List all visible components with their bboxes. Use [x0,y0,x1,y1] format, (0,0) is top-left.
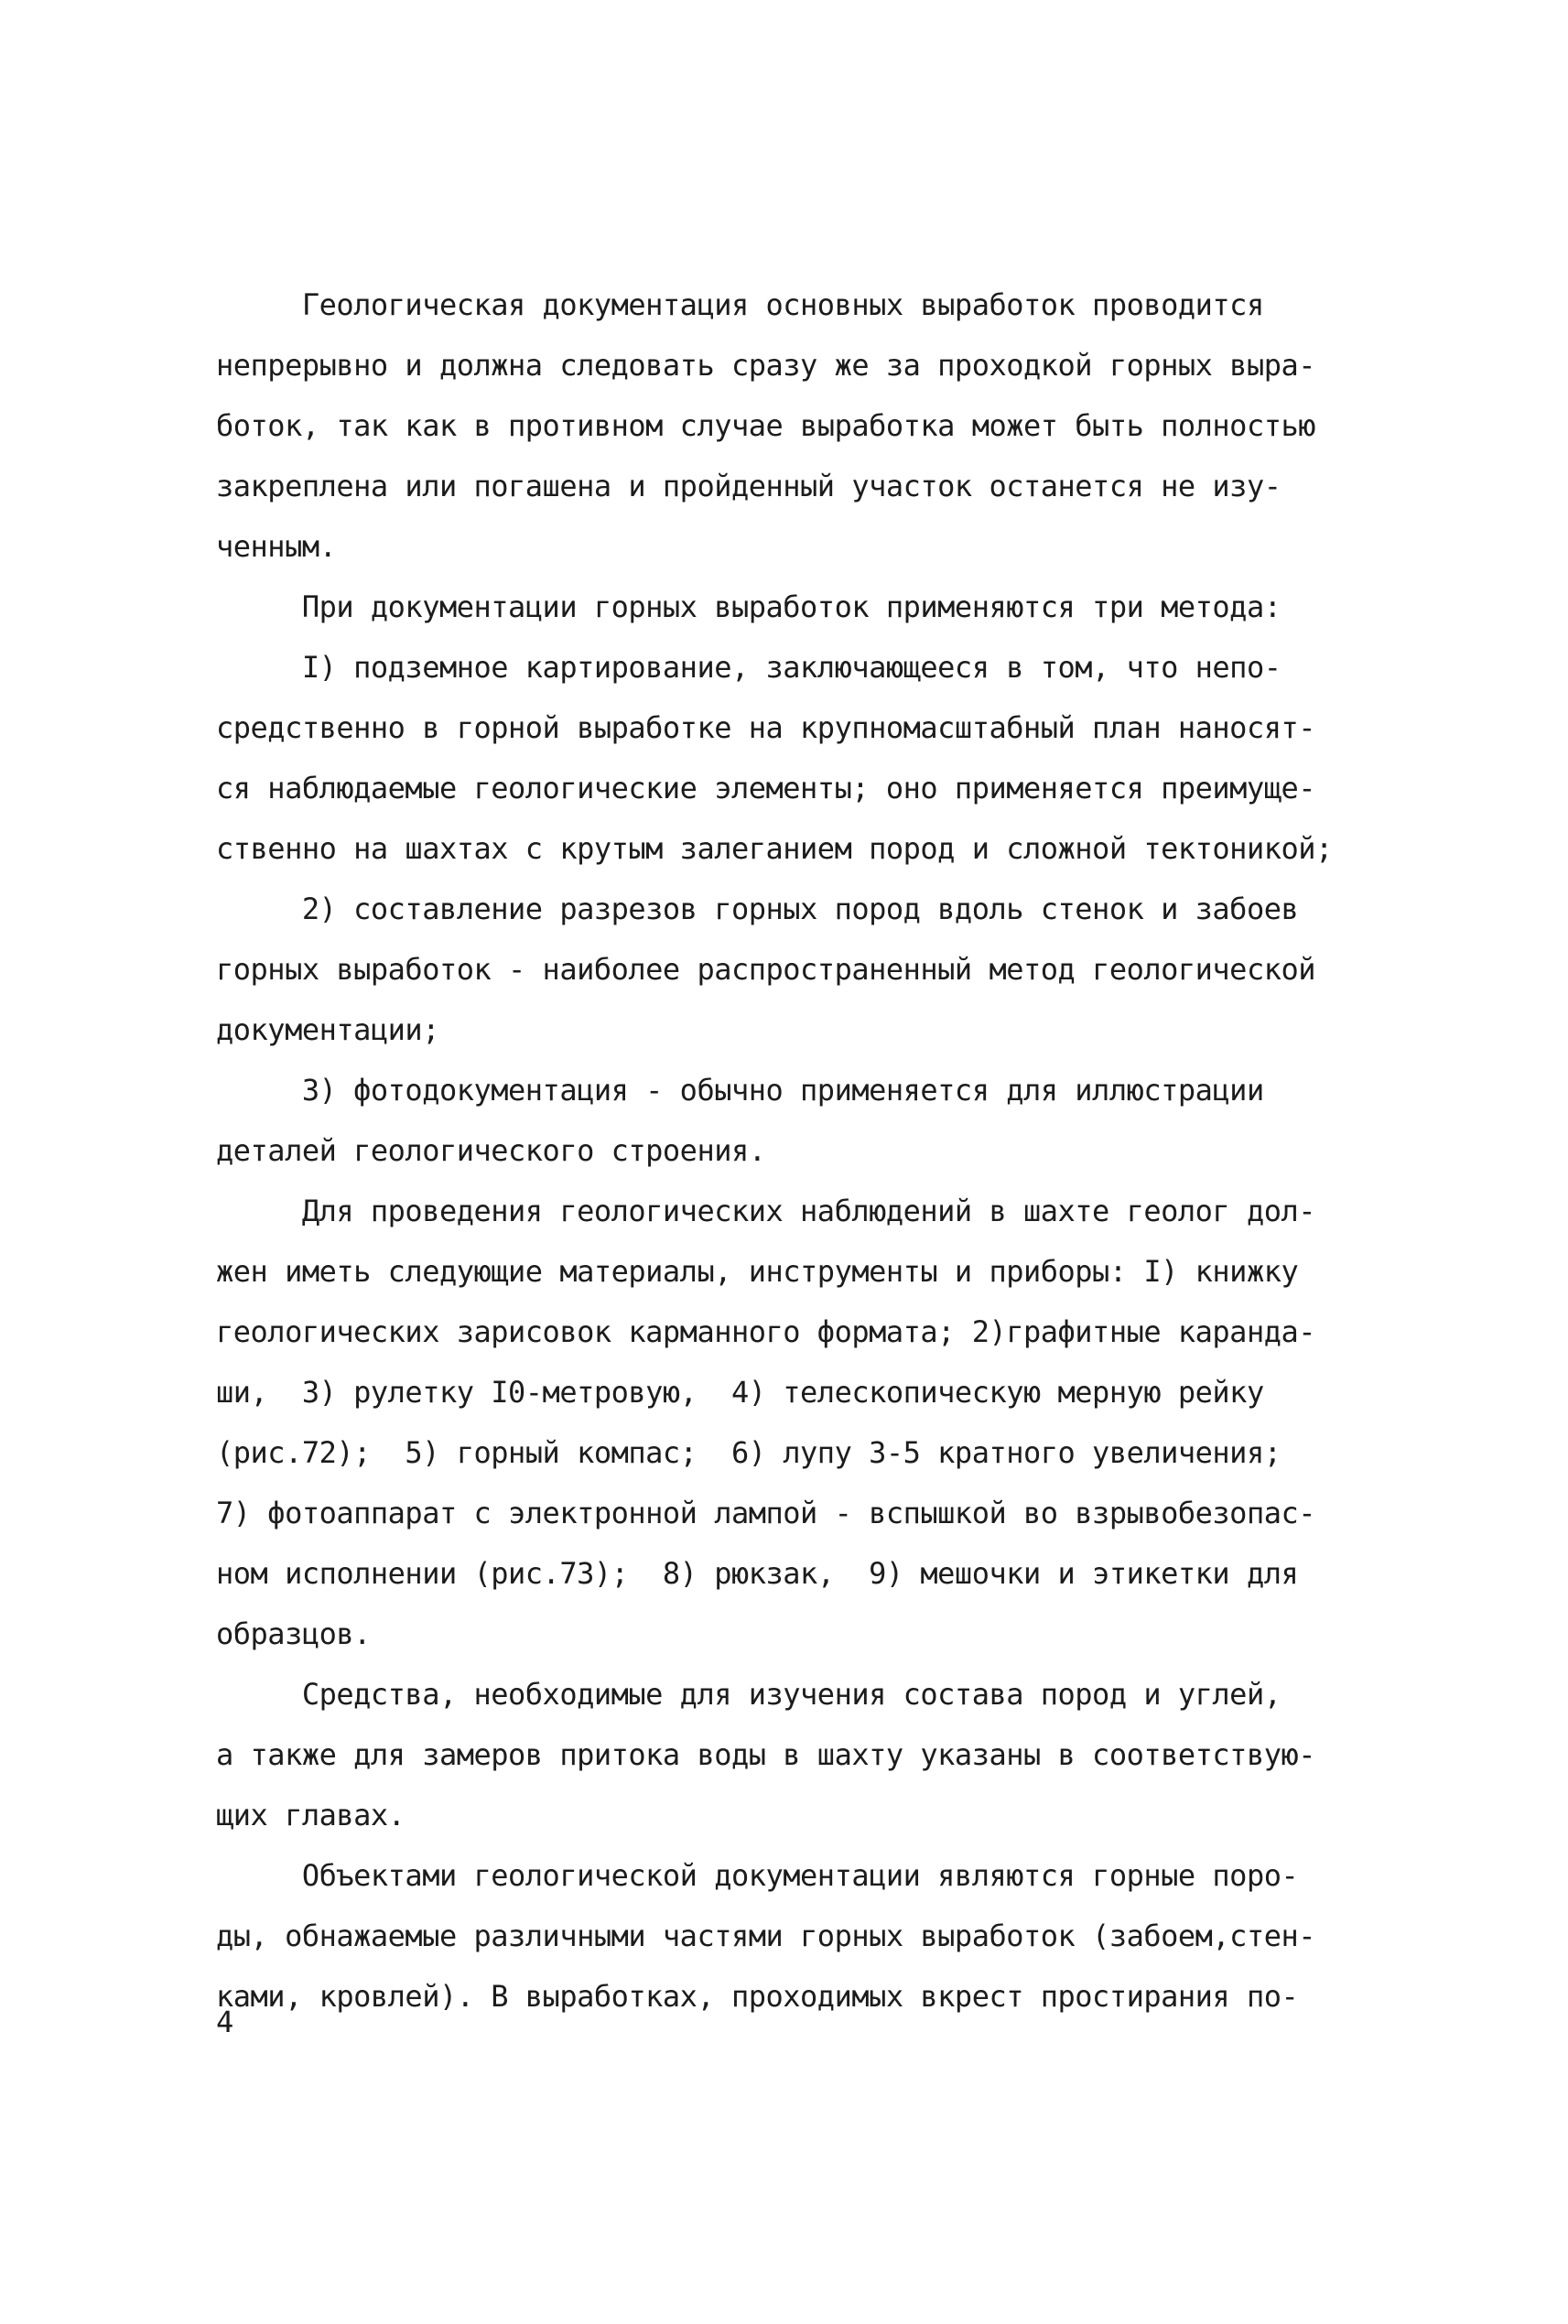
text-line: геологических зарисовок карманного формата; 2)графитные каранда- [216,1314,1315,1349]
paragraph-method-3 [216,1060,1406,1181]
paragraph-methods [216,577,1406,637]
text-line: горных выработок - наиболее распространенный метод геологической [216,952,1315,987]
paragraph-equipment [216,1181,1406,1664]
text-line: щих главах. [216,1798,406,1832]
text-line: 3) фотодокументация - обычно применяется для иллюстрации [216,1073,1264,1108]
text-line: жен иметь следующие материалы, инструменты и приборы: I) книжку [216,1254,1299,1289]
text-line: непрерывно и должна следовать сразу же за проходкой горных выра- [216,348,1315,383]
text-line: Для проведения геологических наблюдений в шахте геолог дол- [216,1194,1315,1228]
text-line: боток, так как в противном случае выработка может быть полностью [216,408,1315,443]
text-line: а также для замеров притока воды в шахту указаны в соответствую- [216,1737,1315,1772]
text-line: закреплена или погашена и пройденный участок останется не изу- [216,469,1281,503]
paragraph-means [216,1664,1406,1845]
paragraph-method-1 [216,637,1406,879]
text-line: Объектами геологической документации являются горные поро- [216,1858,1299,1893]
text-line: ды, обнажаемые различными частями горных выработок (забоем,стен- [216,1919,1315,1953]
text-line: ченным. [216,529,337,564]
text-line: ками, кровлей). В выработках, проходимых вкрест простирания по- [216,1979,1299,2014]
document-body [216,275,1406,2027]
text-line: документации; [216,1012,439,1047]
paragraph-method-2 [216,879,1406,1060]
text-line: При документации горных выработок применяются три метода: [216,589,1281,624]
text-line: деталей геологического строения. [216,1133,766,1168]
text-line: ственно на шахтах с крутым залеганием пород и сложной тектоникой; [216,831,1333,866]
text-line: 7) фотоаппарат с электронной лампой - вспышкой во взрывобезопас- [216,1496,1315,1530]
paragraph-objects [216,1845,1406,2027]
text-line: I) подземное картирование, заключающееся в том, что непо- [216,650,1281,685]
text-line: образцов. [216,1616,371,1651]
text-line: (рис.72); 5) горный компас; 6) лупу 3-5 кратного увеличения; [216,1435,1281,1470]
text-line: 2) составление разрезов горных пород вдоль стенок и забоев [216,892,1299,926]
text-line: ши, 3) рулетку I0-метровую, 4) телескопическую мерную рейку [216,1375,1264,1410]
text-line: ном исполнении (рис.73); 8) рюкзак, 9) мешочки и этикетки для [216,1556,1299,1591]
text-line: Средства, необходимые для изучения состава пород и углей, [216,1677,1281,1712]
text-line: Геологическая документация основных выработок проводится [216,287,1264,322]
page-number: 4 [216,2005,234,2039]
paragraph-intro [216,275,1406,577]
text-line: ся наблюдаемые геологические элементы; оно применяется преимуще- [216,771,1315,805]
text-line: средственно в горной выработке на крупномасштабный план наносят- [216,710,1315,745]
